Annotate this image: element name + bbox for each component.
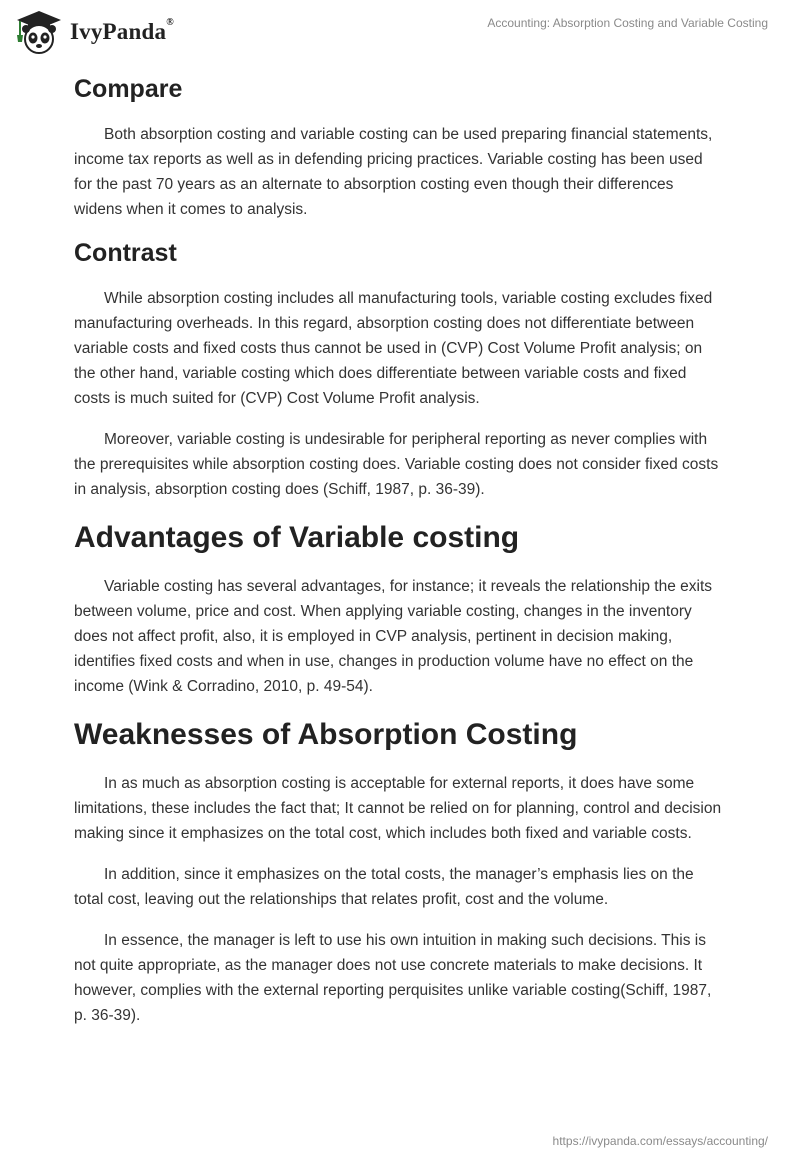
brand-name [70,19,174,45]
site-logo[interactable] [14,8,174,56]
paragraph: In essence, the manager is left to use his own intuition in making such decisions. This is not quite appropriate, as the manager does not use concrete materials to make decisions. It however, complies with the external reporting perquisites unlike variable costing(Schiff, 1987, p. 36-39). [74,932,712,1024]
essay-content [74,72,724,1028]
paragraph: In as much as absorption costing is acceptable for external reports, it does have some limitations, these includes the fact that; It cannot be relied on for planning, control and decision making since it emphasizes on the total cost, which includes both fixed and variable costs. [74,775,722,842]
panda-graduation-cap-icon [14,9,64,55]
paragraph: Moreover, variable costing is undesirable for peripheral reporting as never complies with the prerequisites while absorption costing does. Variable costing does not consider fixed costs in analysis, absorption costing does (Schiff, 1987, p. 36-39). [74,431,719,498]
page-title: Accounting: Absorption Costing and Variable Costing [487,16,768,30]
brand-text: IvyPanda [70,19,167,44]
paragraph: Variable costing has several advantages, for instance; it reveals the relationship the exits between volume, price and cost. When applying variable costing, changes in the inventory does not affect profit, also, it is employed in CVP analysis, pertinent in decision making, identifies fixed costs and when in use, changes in production volume have no effect on the income (Wink & Corradino, 2010, p. 49-54). [74,578,712,695]
paragraph: In addition, since it emphasizes on the total costs, the manager’s emphasis lies on the total cost, leaving out the relationships that relates profit, cost and the volume. [74,866,694,908]
section-heading-weaknesses: Weaknesses of Absorption Costing [74,718,578,751]
registered-mark: ® [166,17,174,28]
footer-url-link[interactable]: https://ivypanda.com/essays/accounting/ [552,1134,768,1148]
section-heading-contrast: Contrast [74,239,177,267]
section-heading-advantages: Advantages of Variable costing [74,521,520,554]
paragraph: Both absorption costing and variable costing can be used preparing financial statements, income tax reports as well as in defending pricing practices. Variable costing has been used for the past 70 years as an alternate to absorption costing even though their differences widens when it comes to analysis. [74,126,713,218]
paragraph: While absorption costing includes all manufacturing tools, variable costing excludes fixed manufacturing overheads. In this regard, absorption costing does not differentiate between variable costs and fixed costs thus cannot be used in (CVP) Cost Volume Profit analysis; on the other hand, variable costing which does differentiate between variable costs and fixed costs is much suited for (CVP) Cost Volume Profit analysis. [74,290,713,407]
page-header [0,0,800,64]
section-heading-compare: Compare [74,75,183,103]
